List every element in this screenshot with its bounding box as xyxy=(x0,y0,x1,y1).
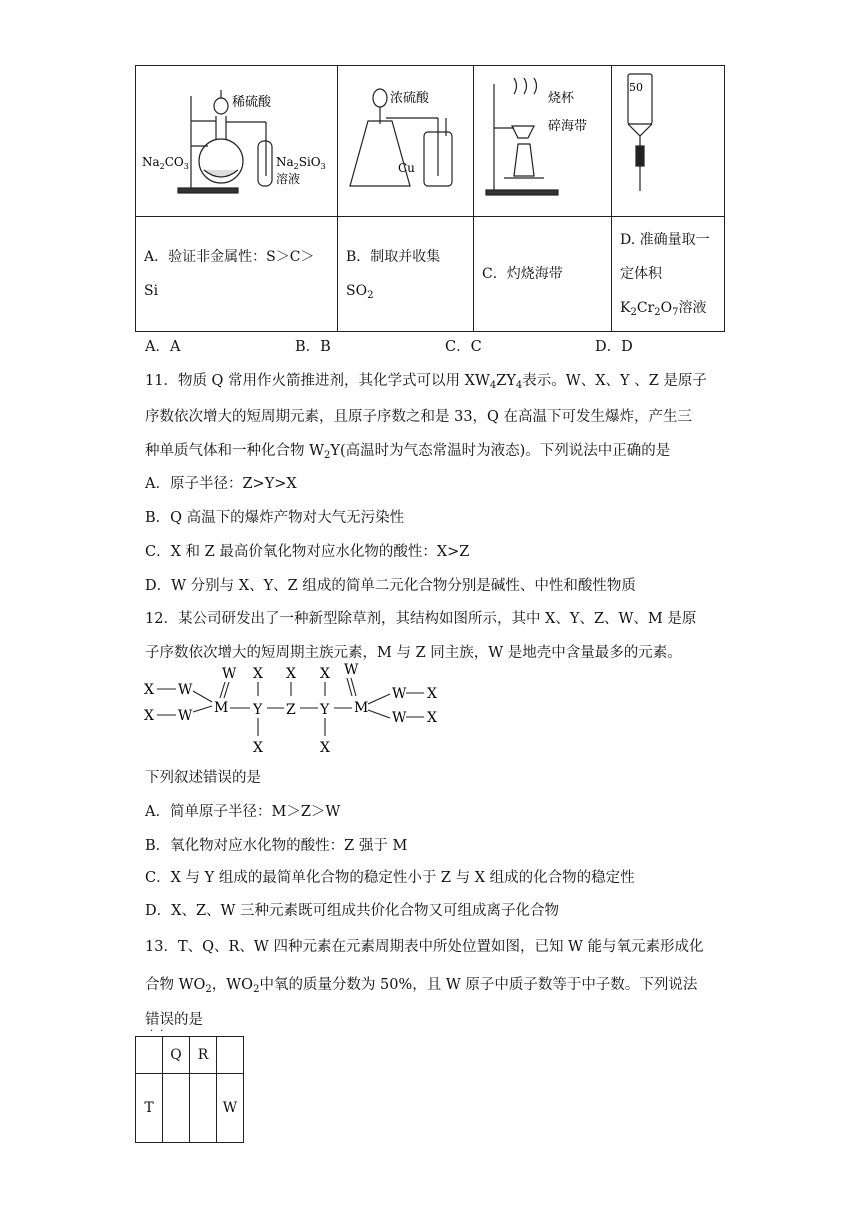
svg-text:Y: Y xyxy=(253,702,263,718)
svg-text:Y: Y xyxy=(320,702,330,718)
pt-cell xyxy=(136,1037,163,1074)
q12-option-b[interactable]: B．氧化物对应水化物的酸性：Z 强于 M xyxy=(145,838,408,854)
structure-atoms xyxy=(144,662,437,756)
apparatus-a-figure xyxy=(136,66,337,212)
apparatus-b-cell xyxy=(338,66,474,217)
apparatus-b-figure xyxy=(338,66,473,212)
q10-option-a[interactable]: A．A xyxy=(145,339,181,355)
q11-option-a[interactable]: A．原子半径：Z>Y>X xyxy=(145,476,297,492)
apparatus-c-cell xyxy=(474,66,612,217)
svg-text:M: M xyxy=(214,700,229,716)
q11-stem-line1: 11．物质 Q 常用作火箭推进剂，其化学式可以用 $XW_4ZY_4$表示。W、X、Y 、Z 是原子 xyxy=(145,373,707,391)
label-conc-h2so4: 浓硫酸 xyxy=(390,91,430,106)
q13-stem-line2: 合物 $WO_2$，$WO_2$中氧的质量分数为 50%，且 W 原子中质子数等于中子数。下列说法 xyxy=(145,977,698,995)
pt-cell: Q xyxy=(163,1037,190,1074)
pt-cell: R xyxy=(190,1037,217,1074)
svg-text:W: W xyxy=(178,708,193,724)
pt-cell xyxy=(190,1074,217,1143)
apparatus-d-cell xyxy=(612,66,725,217)
caption-d xyxy=(612,217,725,332)
label-solution: 溶液 xyxy=(276,172,301,186)
svg-text:M: M xyxy=(354,700,369,716)
q12-stem-line2: 子序数依次增大的短周期主族元素，M 与 Z 同主族，W 是地壳中含量最多的元素。 xyxy=(145,645,682,661)
svg-text:W: W xyxy=(392,710,407,726)
svg-text:W: W xyxy=(222,666,237,682)
pt-cell: T xyxy=(136,1074,163,1143)
q11-option-c[interactable]: C．X 和 Z 最高价氧化物对应水化物的酸性：X>Z xyxy=(145,544,470,560)
q12-prompt: 下列叙述错误的是 xyxy=(145,770,261,786)
caption-a xyxy=(136,217,338,332)
caption-b-line1: B．制取并收集 xyxy=(346,249,441,265)
q13-stem-line1: 13．T、Q、R、W 四种元素在元素周期表中所处位置如图，已知 W 能与氧元素形成化 xyxy=(145,939,704,955)
label-beaker: 烧杯 xyxy=(548,91,575,106)
caption-d-line1: D. 准确量取一 xyxy=(620,232,710,248)
svg-text:X: X xyxy=(427,686,437,702)
svg-text:X: X xyxy=(253,740,263,756)
pt-cell xyxy=(217,1037,244,1074)
svg-text:X: X xyxy=(427,710,437,726)
apparatus-table xyxy=(135,65,725,332)
q12-stem-line1: 12．某公司研发出了一种新型除草剂，其结构如图所示，其中 X、Y、Z、W、M 是原 xyxy=(145,611,697,627)
caption-a-line1: A．验证非金属性：S＞C＞ xyxy=(144,249,315,265)
q12-option-d[interactable]: D．X、Z、W 三种元素既可组成共价化合物又可组成离子化合物 xyxy=(145,903,560,919)
q12-option-a[interactable]: A．简单原子半径：M＞Z＞W xyxy=(145,804,341,820)
caption-c-line1: C．灼烧海带 xyxy=(482,266,563,282)
svg-text:X: X xyxy=(286,666,296,682)
q13-stem-line3: 错误的是 xyxy=(145,1012,203,1028)
label-dilute-h2so4: 稀硫酸 xyxy=(232,95,272,110)
caption-c xyxy=(474,217,612,332)
q11-option-d[interactable]: D．W 分别与 X、Y、Z 组成的简单二元化合物分别是碱性、中性和酸性物质 xyxy=(145,578,636,594)
emphasis-dots: ·· xyxy=(150,1026,171,1037)
apparatus-d-figure xyxy=(612,66,724,212)
caption-b xyxy=(338,217,474,332)
svg-text:W: W xyxy=(344,662,359,678)
apparatus-a-cell xyxy=(136,66,338,217)
svg-text:X: X xyxy=(320,666,330,682)
label-seaweed: 碎海带 xyxy=(548,119,588,134)
q13-periodic-table xyxy=(135,1036,244,1143)
q10-option-c[interactable]: C．C xyxy=(445,339,482,355)
q11-stem-line3: 种单质气体和一种化合物 $W_2Y$(高温时为气态常温时为液态)。下列说法中正确的是 xyxy=(145,443,671,461)
svg-text:W: W xyxy=(392,686,407,702)
q12-option-c[interactable]: C．X 与 Y 组成的最简单化合物的稳定性小于 Z 与 X 组成的化合物的稳定性 xyxy=(145,870,635,886)
svg-text:Z: Z xyxy=(286,702,296,718)
pt-cell xyxy=(163,1074,190,1143)
label-na2sio3: $Na_2SiO_3$ xyxy=(276,155,326,171)
svg-text:X: X xyxy=(144,682,154,698)
q12-structure-diagram xyxy=(140,660,450,760)
caption-d-line3: $K_2Cr_2O_7$溶液 xyxy=(620,300,707,318)
caption-d-line2: 定体积 xyxy=(620,266,662,282)
caption-b-line2: $SO_2$ xyxy=(346,283,374,301)
q11-option-b[interactable]: B．Q 高温下的爆炸产物对大气无污染性 xyxy=(145,510,405,526)
label-cu: Cu xyxy=(398,161,415,175)
svg-text:X: X xyxy=(144,708,154,724)
svg-text:X: X xyxy=(320,740,330,756)
svg-text:X: X xyxy=(253,666,263,682)
label-scale-50: 50 xyxy=(629,81,643,94)
label-na2co3: $Na_2CO_3$ xyxy=(142,155,189,171)
svg-text:W: W xyxy=(178,682,193,698)
q11-stem-line2: 序数依次增大的短周期元素，且原子序数之和是 33，Q 在高温下可发生爆炸，产生三 xyxy=(145,409,693,425)
q10-option-d[interactable]: D．D xyxy=(595,339,633,355)
apparatus-c-figure xyxy=(474,66,611,212)
caption-a-line2: Si xyxy=(144,283,159,299)
pt-cell: W xyxy=(217,1074,244,1143)
q10-option-b[interactable]: B．B xyxy=(295,339,331,355)
